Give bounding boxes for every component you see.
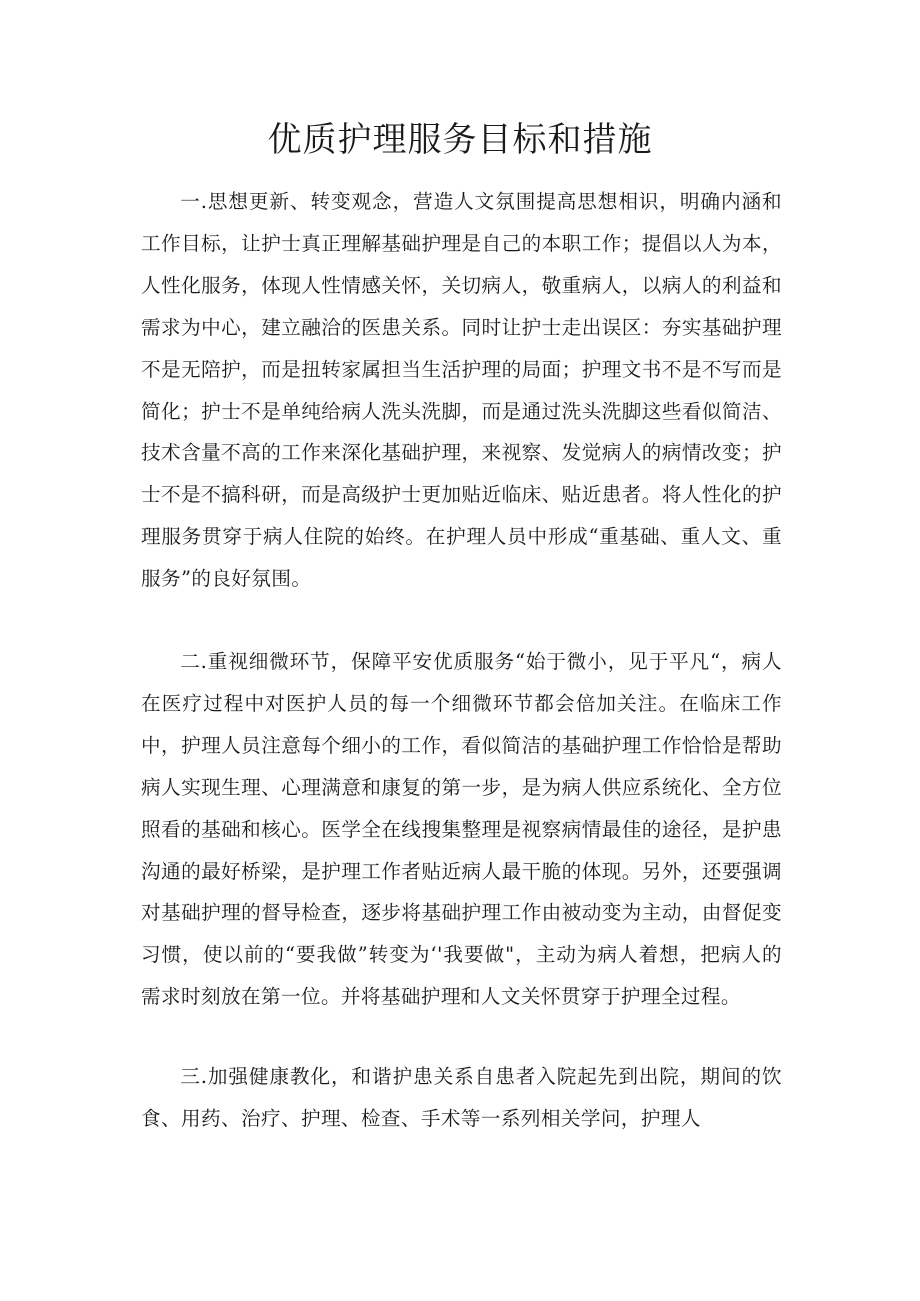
paragraph-2: 二.重视细微环节，保障平安优质服务“始于微小，见于平凡“，病人在医疗过程中对医护人员的每一个细微环节都会倍加关注。在临床工作中，护理人员注意每个细小的工作，看似简洁的基础护理工作恰恰是帮助病人实现生理、心理满意和康复的第一步，是为病人供应系统化、全方位照看的基础和核心。医学全在线搜集整理是视察病情最佳的途径，是护患沟通的最好桥梁，是护理工作者贴近病人最干脆的体现。另外，还要强调对基础护理的督导检查，逐步将基础护理工作由被动变为主动，由督促变习惯，使以前的“要我做”转变为‘'我要做"，主动为病人着想，把病人的需求时刻放在第一位。并将基础护理和人文关怀贯穿于护理全过程。 bbox=[141, 650, 782, 1009]
paragraph-1: 一.思想更新、转变观念，营造人文氛围提高思想相识，明确内涵和工作目标，让护士真正理解基础护理是自己的本职工作；提倡以人为本，人性化服务，体现人性情感关怀，关切病人，敬重病人，以病人的利益和需求为中心，建立融洽的医患关系。同时让护士走出误区：夯实基础护理不是无陪护，而是扭转家属担当生活护理的局面；护理文书不是不写而是简化；护士不是单纯给病人洗头洗脚，而是通过洗头洗脚这些看似简洁、技术含量不高的工作来深化基础护理，来视察、发觉病人的病情改变；护士不是不搞科研，而是高级护士更加贴近临床、贴近患者。将人性化的护理服务贯穿于病人住院的始终。在护理人员中形成“重基础、重人文、重服务”的良好氛围。 bbox=[141, 190, 782, 591]
document-title: 优质护理服务目标和措施 bbox=[267, 120, 653, 160]
paragraph-3: 三.加强健康教化，和谐护患关系自患者入院起先到出院，期间的饮食、用药、治疗、护理、检查、手术等一系列相关学问，护理人 bbox=[141, 1065, 782, 1130]
